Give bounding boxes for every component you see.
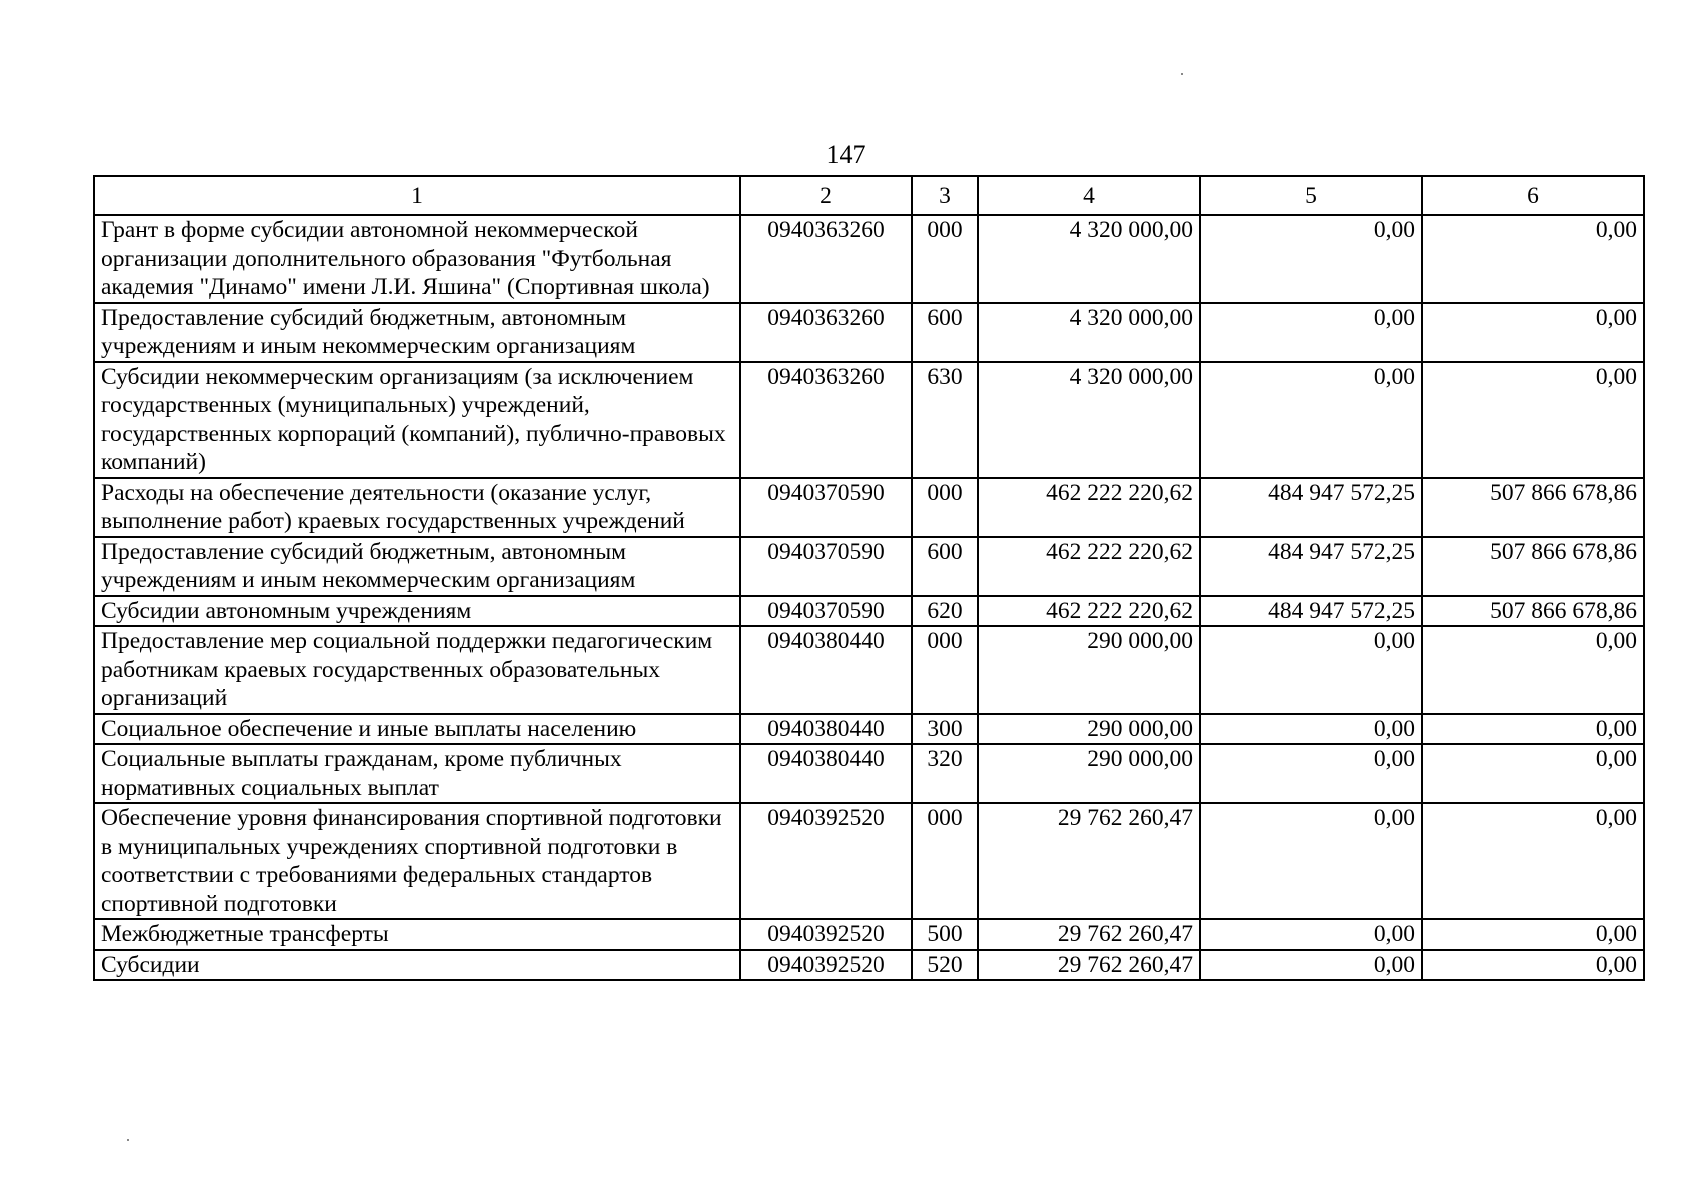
expense-type-code: 000 xyxy=(912,803,978,919)
table-row xyxy=(94,803,1644,919)
expense-name: Предоставление мер социальной поддержки педагогическим работникам краевых государственных образовательных организаций xyxy=(94,626,740,714)
header-cell: 5 xyxy=(1200,176,1422,215)
table-row xyxy=(94,950,1644,981)
amount-col-6: 0,00 xyxy=(1422,803,1644,919)
amount-col-4: 29 762 260,47 xyxy=(978,803,1200,919)
target-article-code: 0940370590 xyxy=(740,596,912,627)
expense-name: Предоставление субсидий бюджетным, автономным учреждениям и иным некоммерческим организациям xyxy=(94,537,740,596)
target-article-code: 0940363260 xyxy=(740,362,912,478)
table-row xyxy=(94,215,1644,303)
amount-col-5: 0,00 xyxy=(1200,714,1422,745)
target-article-code: 0940370590 xyxy=(740,478,912,537)
header-cell: 1 xyxy=(94,176,740,215)
amount-col-6: 0,00 xyxy=(1422,303,1644,362)
scan-speck xyxy=(127,1139,129,1141)
expense-type-code: 000 xyxy=(912,626,978,714)
amount-col-6: 507 866 678,86 xyxy=(1422,478,1644,537)
table-row xyxy=(94,919,1644,950)
table-row xyxy=(94,714,1644,745)
amount-col-6: 0,00 xyxy=(1422,215,1644,303)
amount-col-5: 484 947 572,25 xyxy=(1200,537,1422,596)
amount-col-4: 462 222 220,62 xyxy=(978,478,1200,537)
amount-col-5: 0,00 xyxy=(1200,744,1422,803)
target-article-code: 0940380440 xyxy=(740,626,912,714)
amount-col-6: 0,00 xyxy=(1422,362,1644,478)
table-row xyxy=(94,537,1644,596)
expense-name: Грант в форме субсидии автономной некоммерческой организации дополнительного образования "Футбольная академия "Динамо" имени Л.И. Яшина" (Спортивная школа) xyxy=(94,215,740,303)
table-row xyxy=(94,362,1644,478)
target-article-code: 0940392520 xyxy=(740,950,912,981)
expense-type-code: 600 xyxy=(912,303,978,362)
amount-col-5: 484 947 572,25 xyxy=(1200,478,1422,537)
amount-col-5: 484 947 572,25 xyxy=(1200,596,1422,627)
amount-col-6: 0,00 xyxy=(1422,626,1644,714)
expense-name: Субсидии некоммерческим организациям (за исключением государственных (муниципальных) учреждений, государственных корпораций (компаний), публично-правовых компаний) xyxy=(94,362,740,478)
table-row xyxy=(94,303,1644,362)
page-number: 147 xyxy=(826,140,866,169)
expense-name: Межбюджетные трансферты xyxy=(94,919,740,950)
amount-col-4: 4 320 000,00 xyxy=(978,215,1200,303)
table-row xyxy=(94,478,1644,537)
expense-type-code: 630 xyxy=(912,362,978,478)
expense-name: Предоставление субсидий бюджетным, автономным учреждениям и иным некоммерческим организациям xyxy=(94,303,740,362)
expense-type-code: 000 xyxy=(912,478,978,537)
expense-name: Субсидии xyxy=(94,950,740,981)
table-row xyxy=(94,744,1644,803)
expense-name: Обеспечение уровня финансирования спортивной подготовки в муниципальных учреждениях спортивной подготовки в соответствии с требованиями федеральных стандартов спортивной подготовки xyxy=(94,803,740,919)
expense-name: Расходы на обеспечение деятельности (оказание услуг, выполнение работ) краевых государственных учреждений xyxy=(94,478,740,537)
header-cell: 6 xyxy=(1422,176,1644,215)
amount-col-5: 0,00 xyxy=(1200,626,1422,714)
target-article-code: 0940370590 xyxy=(740,537,912,596)
amount-col-6: 0,00 xyxy=(1422,744,1644,803)
amount-col-5: 0,00 xyxy=(1200,362,1422,478)
expense-type-code: 300 xyxy=(912,714,978,745)
target-article-code: 0940363260 xyxy=(740,215,912,303)
header-cell: 4 xyxy=(978,176,1200,215)
amount-col-4: 462 222 220,62 xyxy=(978,537,1200,596)
amount-col-5: 0,00 xyxy=(1200,950,1422,981)
expense-type-code: 600 xyxy=(912,537,978,596)
amount-col-5: 0,00 xyxy=(1200,803,1422,919)
expense-name: Социальное обеспечение и иные выплаты населению xyxy=(94,714,740,745)
expense-type-code: 320 xyxy=(912,744,978,803)
header-row xyxy=(94,176,1644,215)
expense-type-code: 000 xyxy=(912,215,978,303)
amount-col-4: 29 762 260,47 xyxy=(978,919,1200,950)
expense-name: Субсидии автономным учреждениям xyxy=(94,596,740,627)
expense-type-code: 500 xyxy=(912,919,978,950)
expense-type-code: 620 xyxy=(912,596,978,627)
amount-col-4: 290 000,00 xyxy=(978,744,1200,803)
table-row xyxy=(94,626,1644,714)
target-article-code: 0940392520 xyxy=(740,919,912,950)
amount-col-4: 290 000,00 xyxy=(978,714,1200,745)
amount-col-4: 462 222 220,62 xyxy=(978,596,1200,627)
table-row xyxy=(94,596,1644,627)
amount-col-4: 4 320 000,00 xyxy=(978,362,1200,478)
target-article-code: 0940380440 xyxy=(740,714,912,745)
header-cell: 2 xyxy=(740,176,912,215)
amount-col-6: 507 866 678,86 xyxy=(1422,596,1644,627)
amount-col-4: 4 320 000,00 xyxy=(978,303,1200,362)
expense-name: Социальные выплаты гражданам, кроме публичных нормативных социальных выплат xyxy=(94,744,740,803)
target-article-code: 0940392520 xyxy=(740,803,912,919)
amount-col-4: 290 000,00 xyxy=(978,626,1200,714)
amount-col-6: 0,00 xyxy=(1422,714,1644,745)
amount-col-6: 0,00 xyxy=(1422,950,1644,981)
amount-col-6: 0,00 xyxy=(1422,919,1644,950)
scan-speck xyxy=(1181,73,1183,75)
amount-col-5: 0,00 xyxy=(1200,919,1422,950)
amount-col-5: 0,00 xyxy=(1200,303,1422,362)
amount-col-5: 0,00 xyxy=(1200,215,1422,303)
expense-type-code: 520 xyxy=(912,950,978,981)
amount-col-4: 29 762 260,47 xyxy=(978,950,1200,981)
target-article-code: 0940380440 xyxy=(740,744,912,803)
target-article-code: 0940363260 xyxy=(740,303,912,362)
amount-col-6: 507 866 678,86 xyxy=(1422,537,1644,596)
budget-table xyxy=(93,175,1645,981)
header-cell: 3 xyxy=(912,176,978,215)
